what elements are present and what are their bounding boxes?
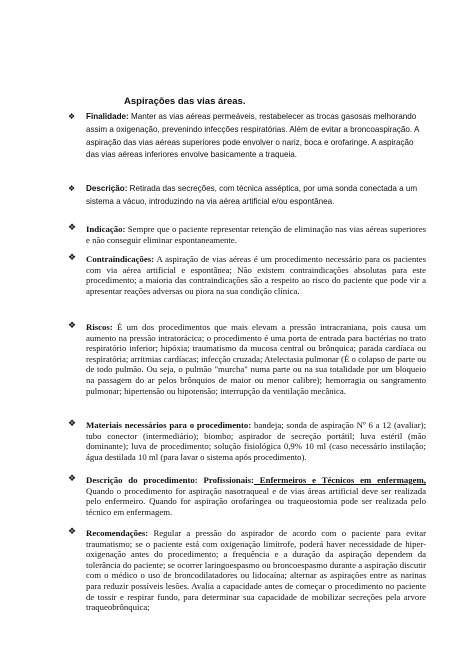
section-indicacao [68,223,426,245]
diamond-bullet-icon: ❖ [68,223,77,233]
section-head-underlined: Enfermeiros e Técnicos em enfermagem, [253,475,426,485]
diamond-bullet-icon: ❖ [68,527,77,537]
section-contraindicacoes [68,253,426,296]
section-riscos [68,321,426,396]
section-head: Contraindicações: [86,254,155,264]
section-head: Finalidade: [86,112,129,121]
diamond-bullet-icon: ❖ [68,112,76,121]
section-text: bandeja; sonda de aspiração Nº 6 a 12 (avaliar); tubo conector (intermediário); biombo; aspirador de secreção portátil; luva estéril (mão dominante); luva de procedimento; solução fisiológica 0,9% 10 ml (caso necessário instilação; água destilada 10 ml (para lavar o sistema após procedimento). [86,420,427,462]
section-text: Quando o procedimento for aspiração nasotraqueal e de vias áreas artificial deve ser realizada pelo enfermeiro. Quando for aspiração orofaríngea ou traqueostomia pode ser realizada pelo técnico em enfermagem. [86,485,426,517]
section-descricao-procedimento [68,474,426,517]
section-materiais [68,419,427,462]
section-descricao [68,183,426,209]
section-head: Descrição do procedimento: Profissionais: [86,475,254,485]
diamond-bullet-icon: ❖ [68,419,77,429]
section-head: Riscos: [86,322,113,332]
section-text: Regular a pressão do aspirador de acordo com o paciente para evitar traumatismo; se o paciente está com oxigenação limítrofe, poderá haver necessidade de hiper-oxigenação antes do procedimento; a frequência e a duração da aspiração dependem da tolerância do paciente; se ocorrer laringoespasmo ou broncoespasmo durante a aspiração discutir com o médico o uso de broncodilatadores ou lidocaína; alternar as aspirações entre as narinas para reduzir possíveis lesões. Avalia a capacidade antes de começar o procedimento no paciente de tossir e respirar fundo, para determinar sua capacidade de mobilizar secreções pela arvore traqueobrônquica; [86,528,426,613]
section-text: Retirada das secreções, com técnica asséptica, por uma sonda conectada a um sistema a vácuo, introduzindo na via aérea artificial e/ou espontânea. [86,184,418,206]
diamond-bullet-icon: ❖ [68,184,76,193]
diamond-bullet-icon: ❖ [68,253,77,263]
section-head: Descrição: [86,184,128,193]
section-text: A aspiração de vias aéreas é um procedimento necessário para os pacientes com via aérea artificial e espontânea; Não existem contraindicações absolutas para este procedimento; a maioria das contraindicações são a respeito ao risco do paciente que pode vir a apresentar reações adversas ou piora na sua condição clínica. [86,254,426,296]
section-finalidade [68,111,426,162]
section-recomendacoes [68,527,426,613]
section-text: É um dos procedimentos que mais elevam a pressão intracraniana, pois causa um aumento na pressão intratorácica; o procedimento é uma porta de entrada para bactérias no trato respiratório inferior; hipóxia; traumatismo da mucosa central ou brônquica; parada cardíaca ou respiratória; arritmias cardíacas; infecção cruzada; Atelectasia pulmonar (É o colapso de parte ou de todo pulmão. Ou seja, o pulmão "murcha" numa parte ou na sua totalidade por um bloqueio na passagem do ar pelos brônquios de maior ou menor calibre); hemorragia ou sangramento pulmonar; hipertensão ou hipotensão; interrupção da ventilação mecânica. [86,322,426,396]
section-head: Recomendações: [86,528,149,538]
section-head: Indicação: [86,224,126,234]
diamond-bullet-icon: ❖ [68,321,77,331]
document-title: Aspirações das vias áreas. [124,96,246,107]
section-text: Manter as vias aéreas permeáveis, restabelecer as trocas gasosas melhorando assim a oxigenação, prevenindo infecções respiratórias. Além de evitar a broncoaspiração. A aspiração das vias aéreas superiores pode envolver o nariz, boca e orofaringe. A aspiração das vias aéreas inferiores envolve basicamente a traqueia. [86,112,419,160]
section-head: Materiais necessários para o procedimento: [86,420,252,430]
diamond-bullet-icon: ❖ [68,474,77,484]
section-text: Sempre que o paciente representar retenção de eliminação nas vias aéreas superiores e não conseguir eliminar espontaneamente. [86,224,426,245]
